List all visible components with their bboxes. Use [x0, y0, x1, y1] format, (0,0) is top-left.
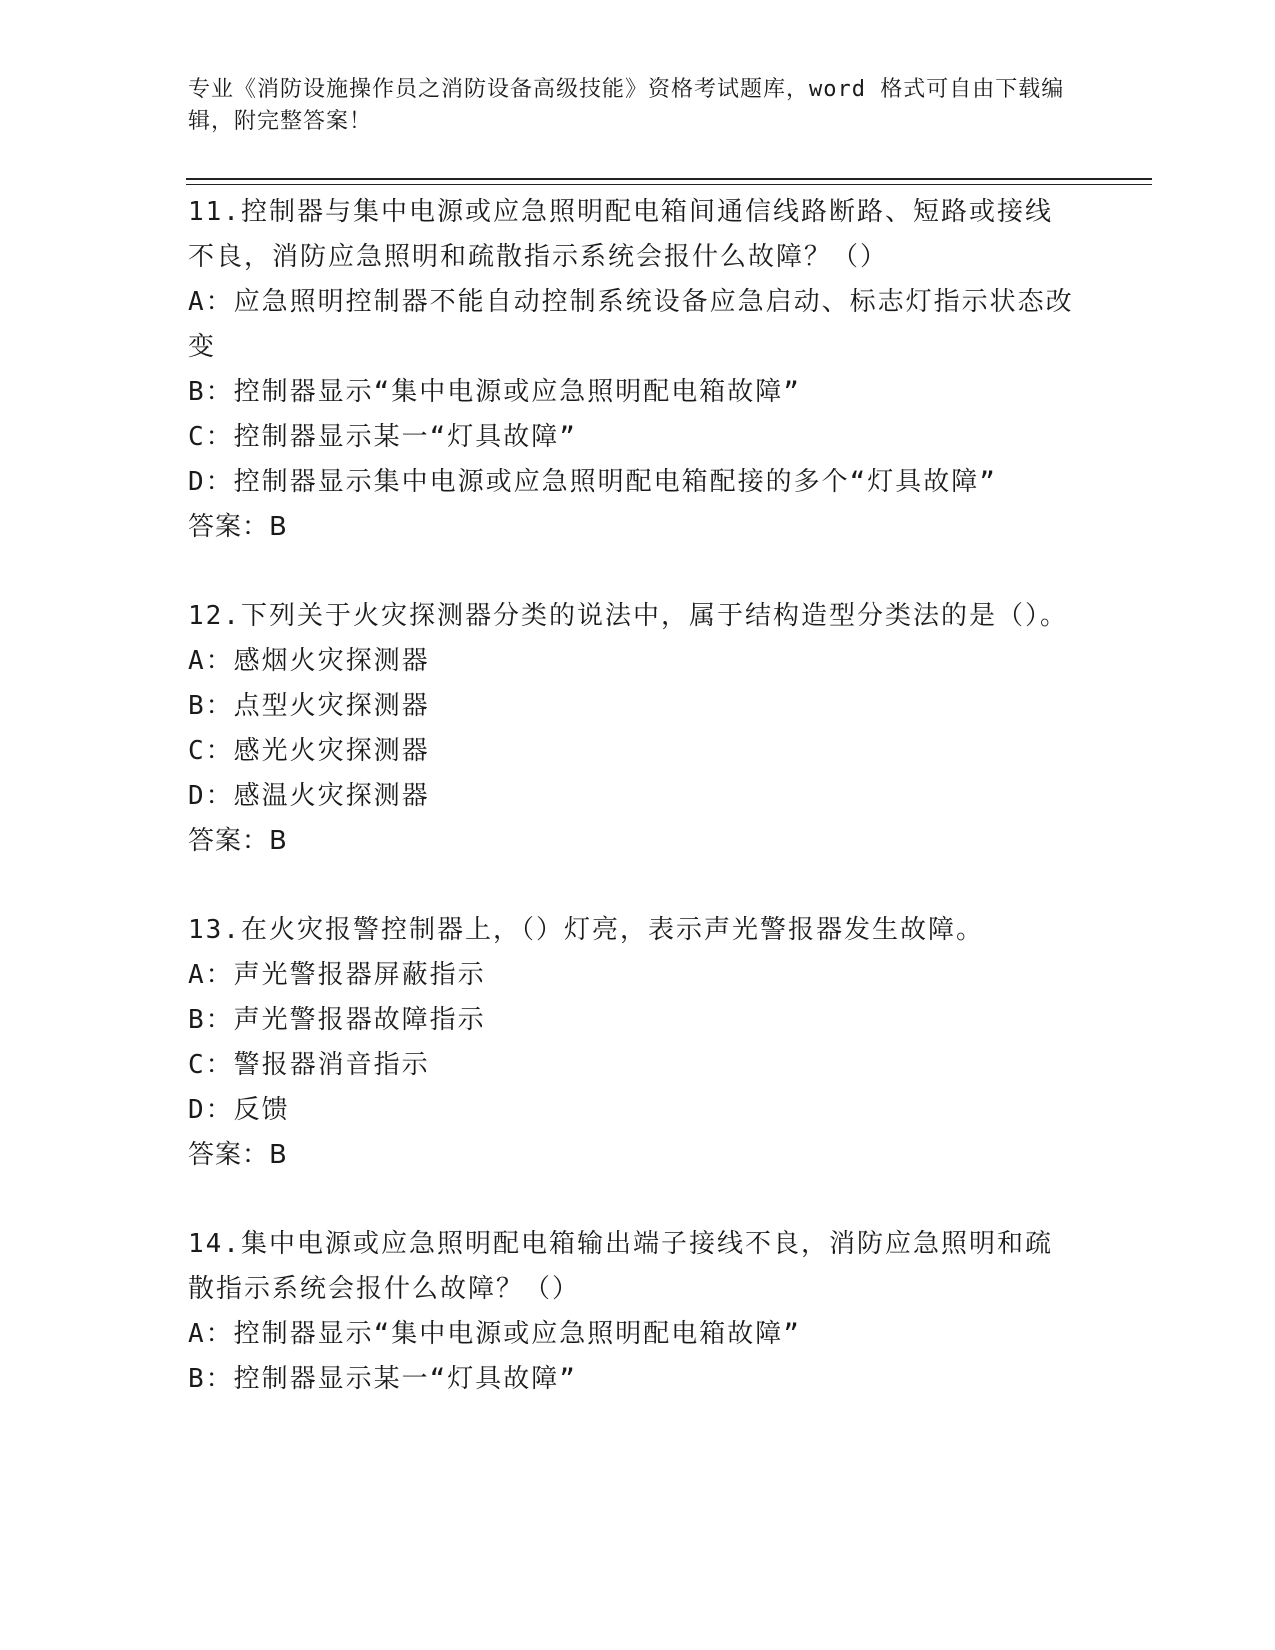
answer-line: 答案：B: [188, 826, 288, 856]
option-b: B：声光警报器故障指示: [188, 1005, 486, 1035]
option-b: B：控制器显示“集中电源或应急照明配电箱故障”: [188, 377, 801, 407]
answer-line: 答案：B: [188, 512, 288, 542]
question-14: [188, 1222, 1088, 1402]
document-intro: 专业《消防设施操作员之消防设备高级技能》资格考试题库，word 格式可自由下载编辑，附完整答案！: [188, 77, 1065, 134]
option-d: D：感温火灾探测器: [188, 781, 430, 811]
question-13: [188, 908, 1088, 1178]
header-divider-thin: [186, 184, 1152, 185]
header-divider-thick: [186, 178, 1152, 180]
option-a: A：感烟火灾探测器: [188, 646, 430, 676]
option-b: B：控制器显示某一“灯具故障”: [188, 1364, 577, 1394]
option-d: D：反馈: [188, 1095, 290, 1125]
question-11: [188, 190, 1088, 550]
question-stem: 12.下列关于火灾探测器分类的说法中，属于结构造型分类法的是（）。: [188, 601, 1068, 631]
option-b: B：点型火灾探测器: [188, 691, 430, 721]
option-c: C：感光火灾探测器: [188, 736, 430, 766]
option-a: A：应急照明控制器不能自动控制系统设备应急启动、标志灯指示状态改变: [188, 287, 1074, 362]
option-a: A：控制器显示“集中电源或应急照明配电箱故障”: [188, 1319, 801, 1349]
question-stem: 14.集中电源或应急照明配电箱输出端子接线不良，消防应急照明和疏散指示系统会报什么故障？（）: [188, 1229, 1053, 1304]
option-c: C：警报器消音指示: [188, 1050, 430, 1080]
option-c: C：控制器显示某一“灯具故障”: [188, 422, 577, 452]
option-a: A：声光警报器屏蔽指示: [188, 960, 486, 990]
answer-line: 答案：B: [188, 1140, 288, 1170]
question-stem: 11.控制器与集中电源或应急照明配电箱间通信线路断路、短路或接线不良，消防应急照明和疏散指示系统会报什么故障？（）: [188, 197, 1053, 272]
question-stem: 13.在火灾报警控制器上，（）灯亮，表示声光警报器发生故障。: [188, 915, 984, 945]
question-12: [188, 594, 1088, 864]
option-d: D：控制器显示集中电源或应急照明配电箱配接的多个“灯具故障”: [188, 467, 997, 497]
question-list: [188, 190, 1088, 1446]
